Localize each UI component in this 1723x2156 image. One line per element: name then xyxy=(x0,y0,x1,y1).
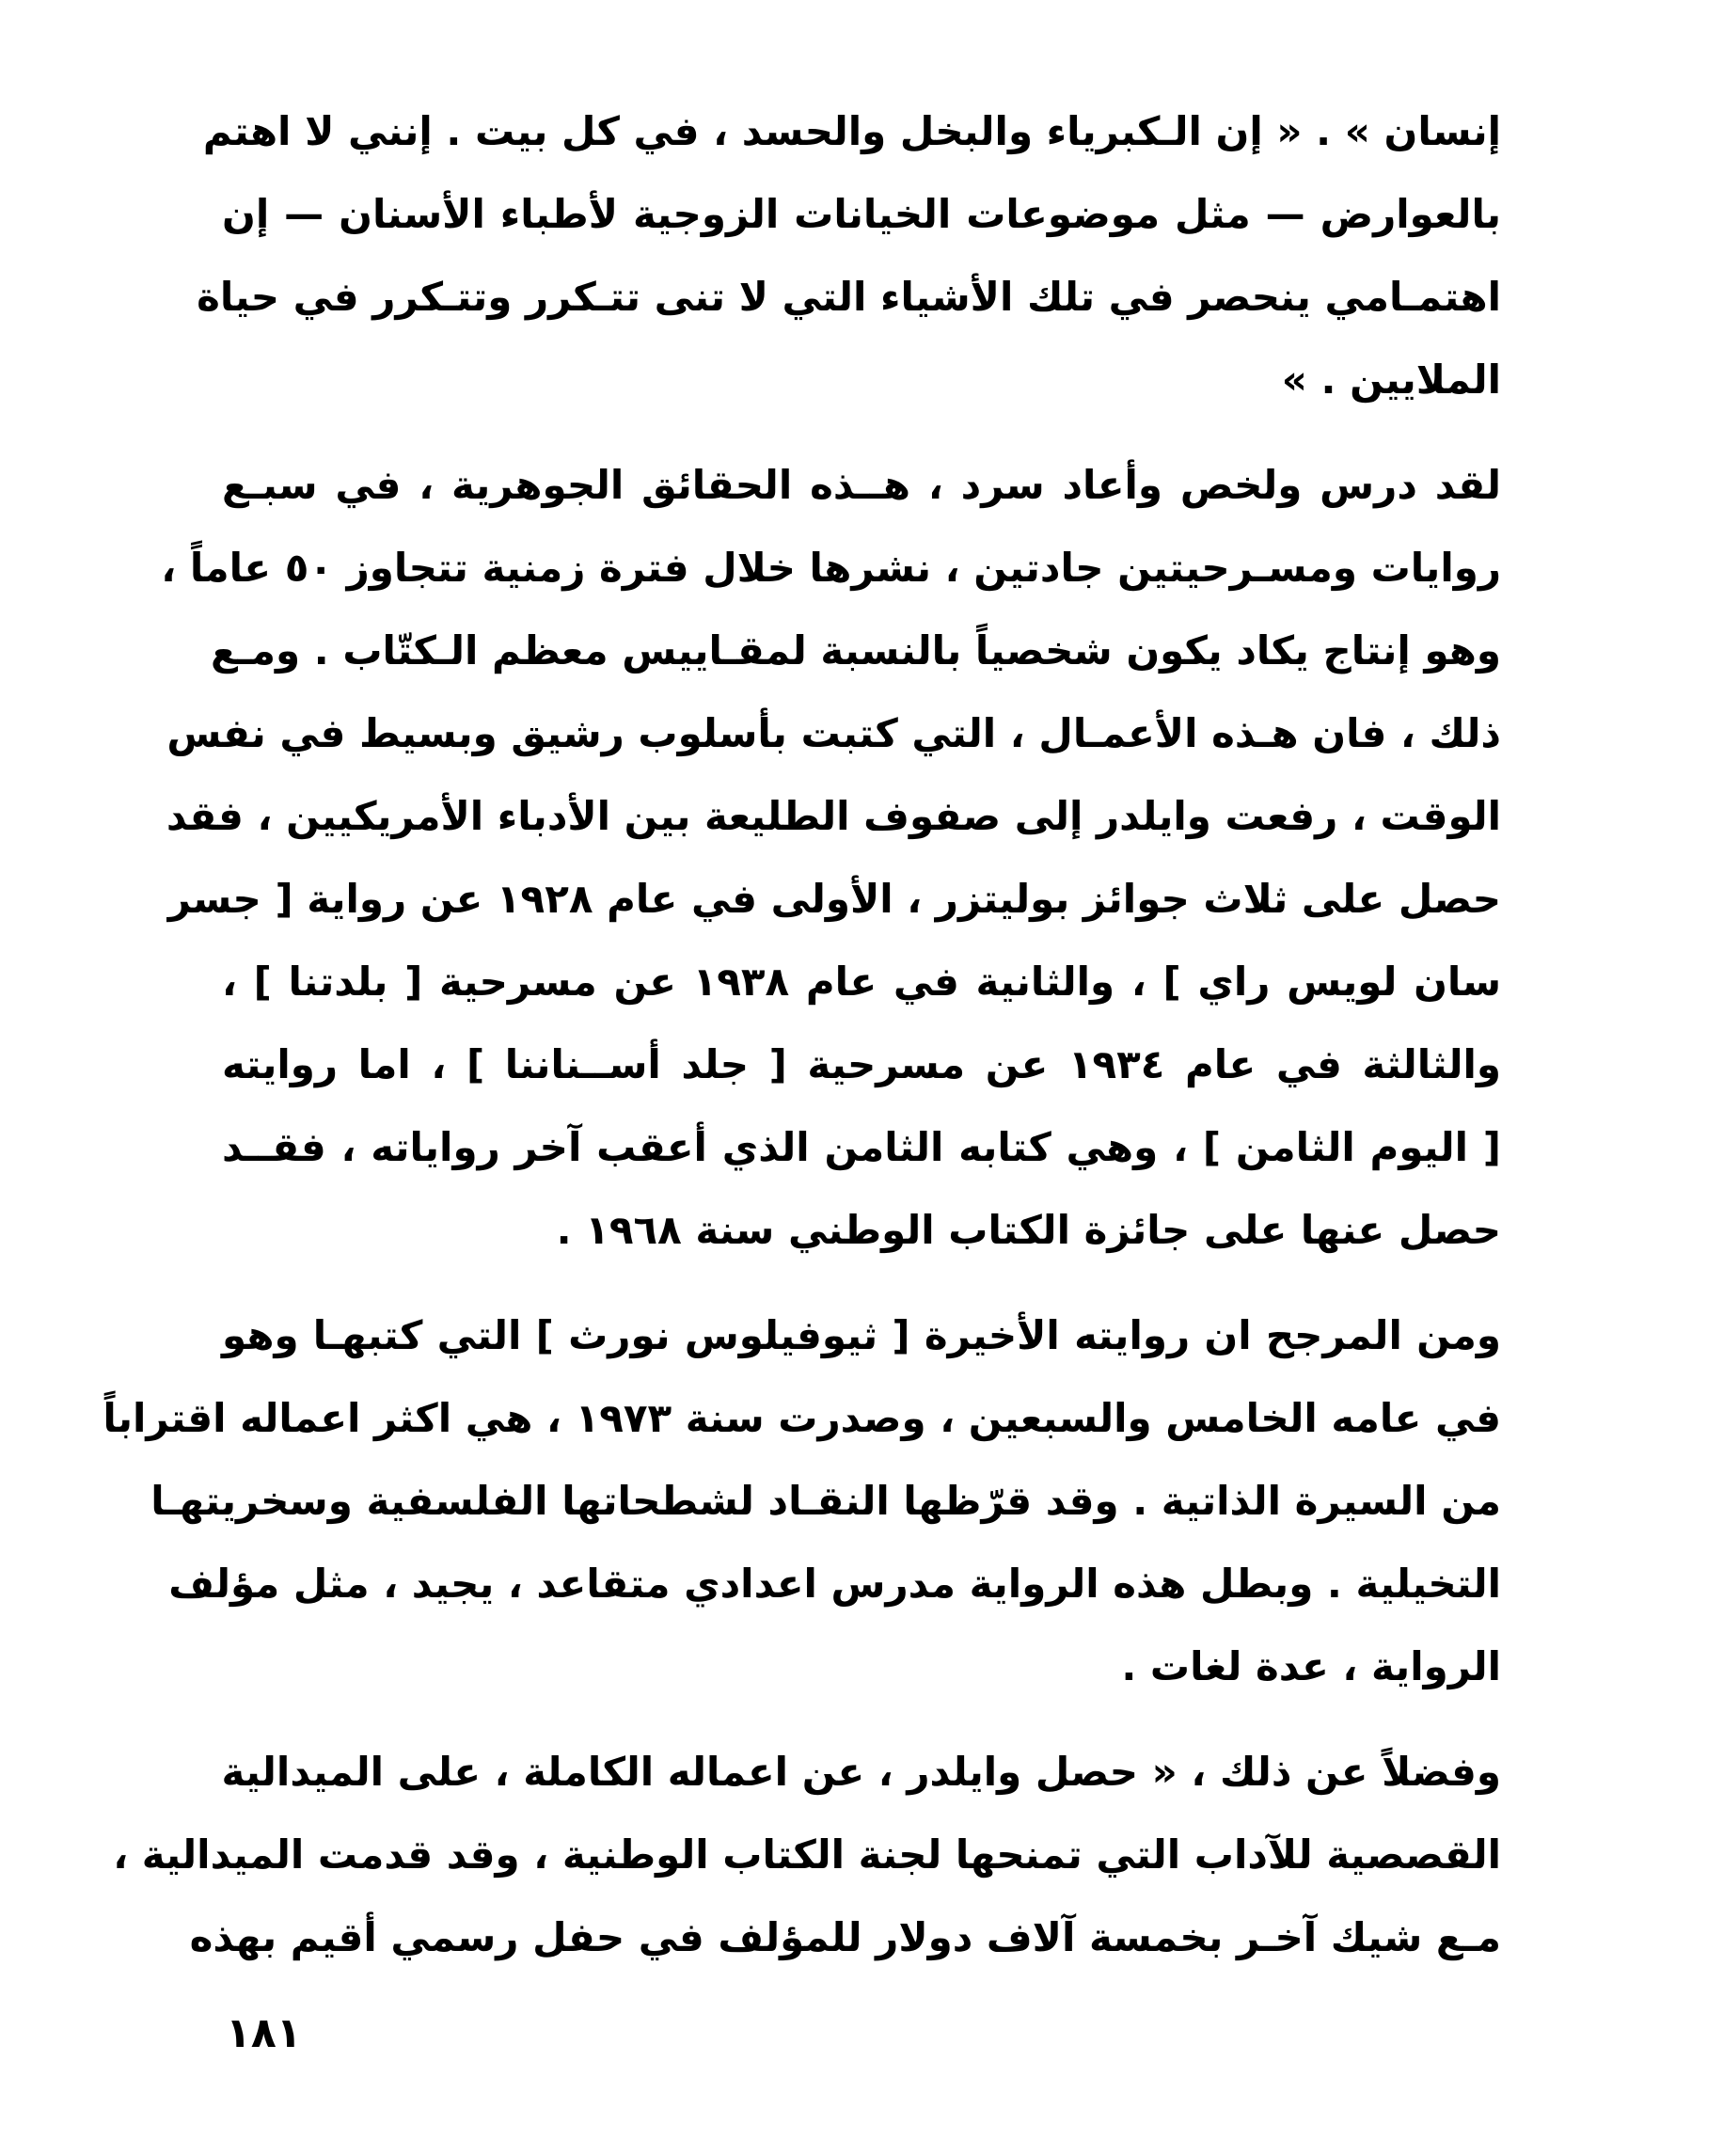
text-line: سان لويس راي ] ، والثانية في عام ١٩٣٨ عن مسرحية [ بلدتنا ] ، xyxy=(222,959,1501,1005)
text-line: لقد درس ولخص وأعاد سرد ، هــذه الحقائق الجوهرية ، في سبـع xyxy=(222,462,1501,508)
text-line: من السيرة الذاتية . وقد قرّظها النقـاد لشطحاتها الفلسفية وسخريتهـا xyxy=(150,1478,1501,1524)
paragraph-3 xyxy=(103,1294,1501,1708)
text-line: الوقت ، رفعت وايلدر إلى صفوف الطليعة بين الأدباء الأمريكيين ، فقد xyxy=(166,793,1501,839)
paragraph-4 xyxy=(113,1731,1501,1979)
paragraph-2 xyxy=(161,444,1501,1272)
text-line: حصل عنها على جائزة الكتاب الوطني سنة ١٩٦٨ . xyxy=(556,1207,1501,1253)
text-line: مـع شيك آخـر بخمسة آلاف دولار للمؤلف في حفل رسمي أقيم بهذه xyxy=(189,1914,1501,1960)
paragraph-gap xyxy=(222,421,1501,444)
text-line: وفضلاً عن ذلك ، « حصل وايلدر ، عن اعماله الكاملة ، على الميدالية xyxy=(221,1749,1501,1795)
text-line: القصصية للآداب التي تمنحها لجنة الكتاب الوطنية ، وقد قدمت الميدالية ، xyxy=(113,1831,1501,1878)
text-line: [ اليوم الثامن ] ، وهي كتابه الثامن الذي أعقب آخر رواياته ، فقــد xyxy=(222,1124,1501,1170)
paragraph-gap xyxy=(222,1272,1501,1294)
text-line: ومن المرجح ان روايته الأخيرة [ ثيوفيلوس نورث ] التي كتبهـا وهو xyxy=(222,1312,1501,1358)
text-line: الملايين . » xyxy=(1281,357,1501,403)
text-line: والثالثة في عام ١٩٣٤ عن مسرحية [ جلد أســناننا ] ، اما روايته xyxy=(222,1041,1501,1087)
text-line: روايات ومسـرحيتين جادتين ، نشرها خلال فترة زمنية تتجاوز ٥٠ عاماً ، xyxy=(161,545,1501,591)
text-line: حصل على ثلاث جوائز بوليتزر ، الأولى في عام ١٩٢٨ عن رواية [ جسر xyxy=(167,876,1501,922)
text-line: الرواية ، عدة لغات . xyxy=(1121,1643,1501,1689)
page-number: ١٨١ xyxy=(226,2009,302,2057)
text-line: في عامه الخامس والسبعين ، وصدرت سنة ١٩٧٣ ، هي اكثر اعماله اقتراباً xyxy=(103,1395,1501,1441)
paragraph-1 xyxy=(197,90,1501,421)
text-line: اهتمـامي ينحصر في تلك الأشياء التي لا تنى تتـكرر وتتـكرر في حياة xyxy=(197,274,1501,320)
text-line: التخيلية . وبطل هذه الرواية مدرس اعدادي متقاعد ، يجيد ، مثل مؤلف xyxy=(168,1561,1501,1607)
text-line: إنسان » . « إن الـكبرياء والبخل والحسد ، في كل بيت . إنني لا اهتم xyxy=(202,108,1501,154)
body-text xyxy=(103,90,1501,1979)
text-line: بالعوارض — مثل موضوعات الخيانات الزوجية لأطباء الأسنان — إن xyxy=(222,191,1501,237)
paragraph-gap xyxy=(222,1708,1501,1731)
text-line: ذلك ، فان هـذه الأعمـال ، التي كتبت بأسلوب رشيق وبسيط في نفس xyxy=(166,710,1501,756)
text-line: وهو إنتاج يكاد يكون شخصياً بالنسبة لمقـاييس معظم الـكتّاب . ومـع xyxy=(210,627,1501,674)
